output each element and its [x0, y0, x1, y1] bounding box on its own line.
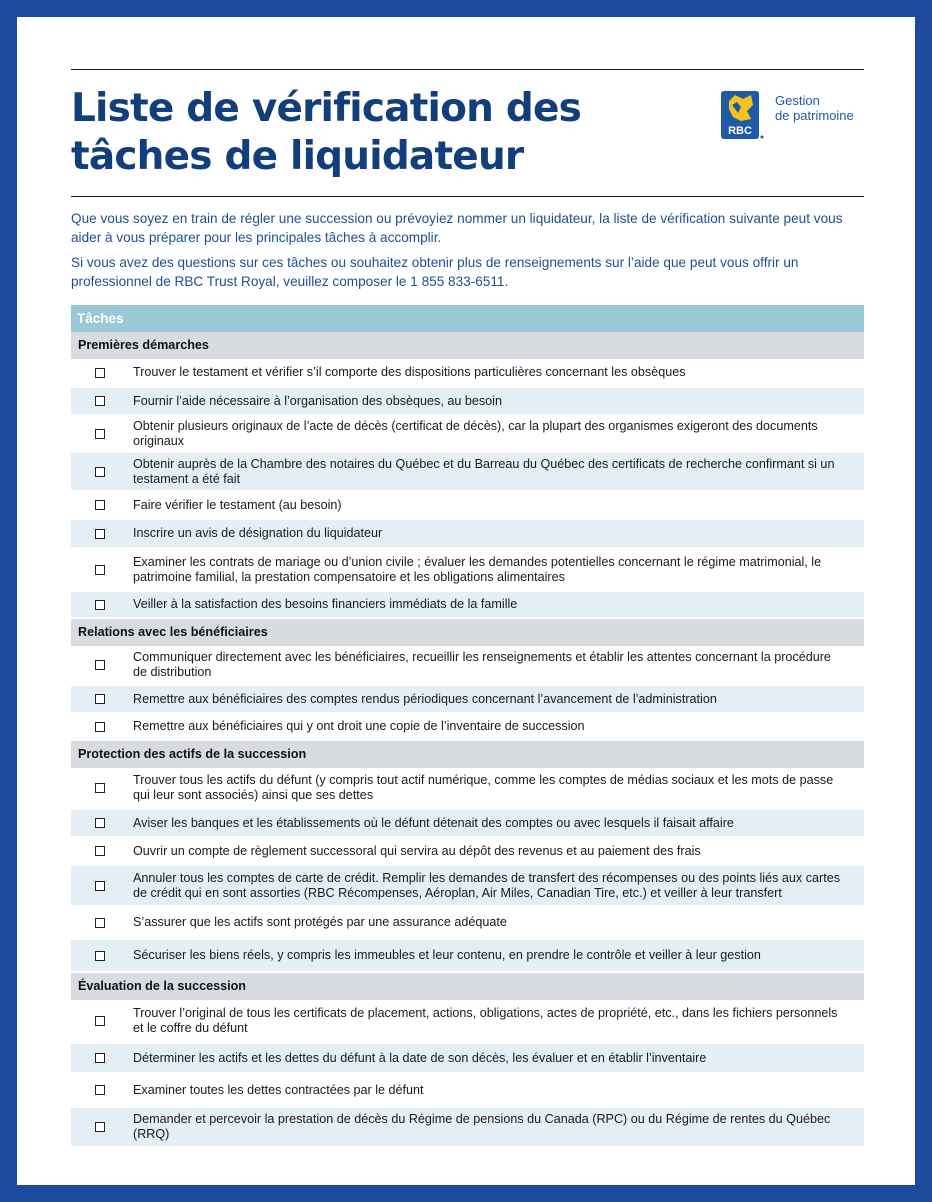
task-text: Trouver tous les actifs du défunt (y compris tout actif numérique, comme les comptes de médias sociaux et les mots de passe qui leur sont associés) ainsi que ses dettes — [133, 773, 834, 802]
task-row — [71, 1108, 864, 1148]
task-text: Veiller à la satisfaction des besoins financiers immédiats de la famille — [133, 597, 518, 611]
intro-paragraph-2: Si vous avez des questions sur ces tâches ou souhaitez obtenir plus de renseignements sur l’aide que peut vous offrir un professionnel de RBC Trust Royal, veuillez composer le 1 855 833-6511. — [71, 255, 799, 289]
task-checkbox[interactable] — [95, 1053, 105, 1063]
task-row — [71, 646, 864, 686]
task-checkbox[interactable] — [95, 396, 105, 406]
task-checkbox[interactable] — [95, 694, 105, 704]
task-row — [71, 453, 864, 492]
task-row — [71, 940, 864, 973]
intro-paragraph-1: Que vous soyez en train de régler une succession ou prévoyiez nommer un liquidateur, la liste de vérification suivante peut vous aider à vous préparer pour les principales tâches à accomplir. — [71, 211, 843, 245]
document-page — [17, 17, 915, 1185]
task-text: S’assurer que les actifs sont protégés par une assurance adéquate — [133, 915, 507, 929]
task-text: Examiner toutes les dettes contractées par le défunt — [133, 1082, 424, 1097]
task-row — [71, 1074, 864, 1108]
task-checkbox[interactable] — [95, 951, 105, 961]
task-text: Faire vérifier le testament (au besoin) — [133, 497, 342, 512]
task-checkbox[interactable] — [95, 429, 105, 439]
table-header: Tâches — [71, 305, 864, 332]
task-row — [71, 768, 864, 810]
task-checkbox[interactable] — [95, 783, 105, 793]
task-row — [71, 492, 864, 520]
bottom-rule — [71, 196, 864, 197]
task-row — [71, 416, 864, 453]
task-checkbox[interactable] — [95, 846, 105, 856]
task-row — [71, 520, 864, 549]
task-checkbox[interactable] — [95, 1085, 105, 1095]
task-checkbox[interactable] — [95, 818, 105, 828]
section-header: Protection des actifs de la succession — [71, 741, 864, 768]
logo-mark-text: RBC — [728, 125, 752, 137]
task-row — [71, 388, 864, 416]
task-text: Demander et percevoir la prestation de décès du Régime de pensions du Canada (RPC) ou du Régime de rentes du Québec (RRQ) — [133, 1112, 831, 1141]
task-text: Trouver l’original de tous les certificats de placement, actions, obligations, actes de propriété, etc., dans les fichiers personnels et le coffre du défunt — [133, 1006, 838, 1035]
task-checkbox[interactable] — [95, 368, 105, 378]
task-checkbox[interactable] — [95, 529, 105, 539]
task-checkbox[interactable] — [95, 600, 105, 610]
logo-text-line-2: de patrimoine — [775, 108, 854, 123]
task-text: Aviser les banques et les établissements où le défunt détenait des comptes ou avec lesquels il faisait affaire — [133, 815, 734, 830]
task-text: Déterminer les actifs et les dettes du défunt à la date de son décès, les évaluer et en établir l’inventaire — [133, 1050, 707, 1065]
task-text: Obtenir auprès de la Chambre des notaires du Québec et du Barreau du Québec des certificats de recherche confirmant si un testament a été fait — [133, 456, 835, 486]
task-checkbox[interactable] — [95, 722, 105, 732]
task-checkbox[interactable] — [95, 918, 105, 928]
task-row — [71, 359, 864, 388]
task-text: Communiquer directement avec les bénéficiaires, recueillir les renseignements et établir les attentes concernant la procédure de distribution — [133, 650, 831, 679]
task-text: Sécuriser les biens réels, y compris les immeubles et leur contenu, en prendre le contrôle et veiller à leur gestion — [133, 948, 761, 962]
task-row — [71, 592, 864, 619]
task-row — [71, 1000, 864, 1044]
title-line-1: Liste de vérification des — [71, 86, 582, 131]
logo-text-line-1: Gestion — [775, 93, 820, 108]
task-row — [71, 866, 864, 907]
task-text: Ouvrir un compte de règlement successoral qui servira au dépôt des revenus et au paiement des frais — [133, 843, 701, 858]
task-row — [71, 838, 864, 866]
task-table — [71, 305, 864, 1148]
task-row — [71, 1044, 864, 1074]
task-row — [71, 907, 864, 940]
rbc-logo — [721, 91, 871, 143]
rbc-lion-shield-icon — [721, 91, 765, 143]
task-checkbox[interactable] — [95, 881, 105, 891]
top-rule — [71, 69, 864, 70]
section-header: Relations avec les bénéficiaires — [71, 619, 864, 646]
task-row — [71, 714, 864, 741]
page-title — [71, 85, 671, 181]
task-text: Obtenir plusieurs originaux de l’acte de décès (certificat de décès), car la plupart des organismes exigeront des documents originaux — [133, 418, 818, 448]
logo-text — [775, 93, 854, 123]
task-checkbox[interactable] — [95, 1122, 105, 1132]
task-text: Examiner les contrats de mariage ou d’union civile ; évaluer les demandes potentielles concernant le régime matrimonial, le patrimoine familial, la prestation compensatoire et les obligations alimentaires — [133, 554, 822, 584]
task-text: Remettre aux bénéficiaires des comptes rendus périodiques concernant l’avancement de l’administration — [133, 691, 717, 706]
task-text: Annuler tous les comptes de carte de crédit. Remplir les demandes de transfert des récompenses ou des points liés aux cartes de crédit qui en sont assorties (RBC Récompenses, Aéroplan, Air Miles, Canadian Tire, etc.) et veiller à leur transfert — [133, 870, 841, 900]
title-line-2: tâches de liquidateur — [71, 134, 524, 179]
task-checkbox[interactable] — [95, 565, 105, 575]
task-checkbox[interactable] — [95, 660, 105, 670]
task-text: Inscrire un avis de désignation du liquidateur — [133, 526, 383, 540]
task-checkbox[interactable] — [95, 1016, 105, 1026]
task-text: Trouver le testament et vérifier s’il comporte des dispositions particulières concernant les obsèques — [133, 365, 686, 379]
task-row — [71, 549, 864, 592]
task-checkbox[interactable] — [95, 500, 105, 510]
task-text: Remettre aux bénéficiaires qui y ont droit une copie de l’inventaire de succession — [133, 719, 585, 733]
task-row — [71, 810, 864, 838]
task-row — [71, 686, 864, 714]
task-text: Fournir l’aide nécessaire à l’organisation des obsèques, au besoin — [133, 393, 502, 408]
task-checkbox[interactable] — [95, 467, 105, 477]
section-header: Évaluation de la succession — [71, 973, 864, 1000]
section-header: Premières démarches — [71, 332, 864, 359]
